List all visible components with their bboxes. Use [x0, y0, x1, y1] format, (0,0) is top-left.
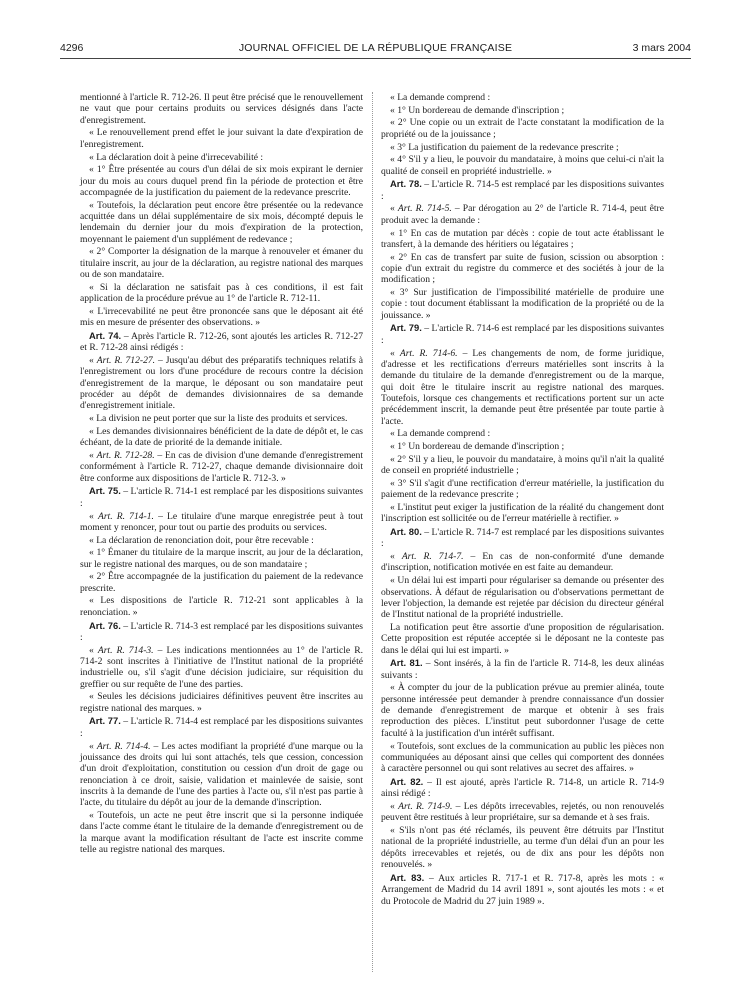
paragraph-text: « Toutefois, sont exclues de la communication au public les pièces non communiquées au déposant ainsi que celles qui comportent des données à caractère personnel ou qui sont relatives au secret des affaires. » — [381, 740, 664, 775]
paragraph-text: « 2° Une copie ou un extrait de l'acte constatant la modification de la propriété ou de la jouissance ; — [381, 117, 664, 140]
page-header — [60, 38, 691, 56]
article-number: Art. 76. — [89, 619, 121, 631]
left-column — [80, 92, 363, 857]
paragraph-text: – L'article R. 714-3 est remplacé par les dispositions suivantes : — [80, 620, 363, 643]
article-reference: Art. R. 712-28. — [96, 450, 155, 461]
article-number: Art. 81. — [390, 657, 423, 669]
article-reference: Art. R. 714-7. — [401, 551, 464, 563]
paragraph — [80, 330, 363, 354]
quote-mark: « — [390, 347, 400, 359]
paragraph-text: « 1° En cas de mutation par décès : copie de tout acte établissant le transfert, à la demande des héritiers ou légataires ; — [381, 227, 664, 250]
paragraph-text: « La déclaration de renonciation doit, pour être recevable : — [89, 534, 314, 546]
article-reference: Art. R. 714-6. — [399, 347, 458, 359]
paragraph — [80, 620, 363, 644]
paragraph — [381, 441, 664, 452]
paragraph — [80, 200, 363, 245]
article-reference: Art. R. 714-3. — [97, 644, 154, 656]
paragraph-text: « 2° En cas de transfert par suite de fusion, scission ou absorption : copie d'un extrait du registre du commerce et des sociétés à jour de la modification ; — [381, 251, 664, 286]
paragraph-text: – L'article R. 714-4 est remplacé par les dispositions suivantes : — [80, 716, 363, 739]
paragraph — [80, 413, 363, 424]
paragraph-text: « La demande comprend : — [390, 428, 491, 440]
quote-mark: « — [89, 450, 97, 461]
paragraph — [381, 252, 664, 286]
paragraph — [381, 776, 664, 800]
paragraph — [381, 825, 664, 870]
paragraph — [80, 535, 363, 546]
paragraph-text: « Toutefois, la déclaration peut encore être présentée ou la redevance acquittée dans un délai supplémentaire de six mois, décompté depuis le lendemain du dernier jour du mois d'expiration de la protection, moyennant le paiement d'un supplément de redevance ; — [80, 199, 363, 245]
paragraph-text: – Après l'article R. 712-26, sont ajoutés les articles R. 712-27 et R. 712-28 ainsi rédigés : — [80, 331, 363, 354]
paragraph — [80, 152, 363, 163]
paragraph-text: « 2° S'il y a lieu, le pouvoir du mandataire, à moins qu'il n'ait la qualité de conseil en propriété industrielle ; — [381, 453, 664, 477]
article-number: Art. 78. — [390, 178, 422, 190]
paragraph-text: – Le titulaire d'une marque enregistrée peut à tout moment y renoncer, pour tout ou partie des produits ou services. — [80, 510, 363, 533]
article-reference: Art. R. 714-1. — [97, 510, 154, 522]
quote-mark: « — [390, 203, 398, 215]
paragraph-text: – L'article R. 714-7 est remplacé par les dispositions suivantes : — [381, 527, 664, 550]
article-number: Art. 79. — [390, 322, 422, 334]
article-number: Art. 77. — [89, 715, 121, 727]
paragraph-text: « S'ils n'ont pas été réclamés, ils peuvent être détruits par l'Institut national de la propriété industrielle, au terme d'un délai d'un an pour les dépôts irrecevables et rejetés, ou de dix ans pour les dépôts non renouvelés. » — [381, 825, 664, 871]
paragraph-text: « Le renouvellement prend effet le jour suivant la date d'expiration de l'enregistrement. — [80, 127, 363, 150]
paragraph — [381, 117, 664, 140]
paragraph — [381, 526, 664, 550]
paragraph-text: « Seules les décisions judiciaires définitives peuvent être inscrites au registre national des marques. » — [80, 691, 363, 714]
paragraph-text: – L'article R. 714-6 est remplacé par les dispositions suivantes : — [381, 323, 664, 346]
paragraph-text: « 1° Émaner du titulaire de la marque inscrit, au jour de la déclaration, sur le registre national des marques, ou de son mandataire ; — [80, 547, 363, 570]
paragraph — [381, 105, 664, 116]
quote-mark: « — [390, 801, 399, 813]
paragraph — [80, 306, 363, 329]
article-reference: Art. R. 714-4. — [96, 740, 151, 752]
article-number: Art. 80. — [390, 526, 422, 538]
paragraph-text: « La déclaration doit à peine d'irrecevabilité : — [89, 151, 264, 163]
paragraph-text: « Les demandes divisionnaires bénéficient de la date de dépôt et, le cas échéant, de la date de priorité de la demande initiale. — [80, 425, 363, 449]
journal-title: JOURNAL OFFICIEL DE LA RÉPUBLIQUE FRANÇAISE — [238, 42, 513, 54]
quote-mark: « — [89, 510, 98, 522]
paragraph — [80, 511, 363, 534]
paragraph-text: – Sont insérés, à la fin de l'article R. 714-8, les deux alinéas suivants : — [381, 658, 664, 681]
paragraph — [80, 715, 363, 739]
paragraph — [80, 426, 363, 449]
paragraph — [381, 322, 664, 346]
article-number: Art. 74. — [89, 330, 122, 341]
paragraph — [80, 485, 363, 509]
header-rule — [60, 58, 691, 59]
paragraph-text: – Aux articles R. 717-1 et R. 717-8, après les mots : « Arrangement de Madrid du 14 avril 1891 », sont ajoutés les mots : « et du Protocole de Madrid du 27 juin 1989 ». — [381, 872, 664, 907]
paragraph-text: « La demande comprend : — [390, 92, 491, 103]
paragraph-text: « L'institut peut exiger la justification de la réalité du changement dont l'inscription est sollicitée ou de l'erreur matérielle à rectifier. » — [381, 501, 664, 525]
paragraph — [381, 142, 664, 153]
paragraph-text: « 1° Un bordereau de demande d'inscription ; — [390, 104, 565, 116]
paragraph-text: – Les changements de nom, de forme juridique, d'adresse et les rectifications d'erreurs matérielles sont inscrits à la demande du titulaire de la demande d'enregistrement ou de la marque, qui doit être le titulaire inscrit au registre national des marques. Toutefois, lorsque ces changements et rectifications portent sur un acte précédemment inscrit, la demande peut être présentée par toute partie à l'acte. — [381, 347, 664, 427]
paragraph-text: – Les dépôts irrecevables, rejetés, ou non renouvelés peuvent être restitués à leur propriétaire, sur sa demande et à ses frais. — [381, 801, 664, 824]
paragraph-text: « Un délai lui est imparti pour régulariser sa demande ou présenter des observations. À défaut de régularisation ou d'observations permettant de lever l'objection, la demande est rejetée par décision du directeur général de l'Institut national de la propriété industrielle. — [381, 575, 664, 621]
paragraph — [80, 355, 363, 412]
paragraph-text: – Jusqu'au début des préparatifs techniques relatifs à l'enregistrement ou lors d'une procédure de recours contre la décision d'enregistrement de la marque, le déposant ou son mandataire peut procéder au dépôt de demandes divisionnaires de sa demande d'enregistrement initiale. — [80, 355, 363, 412]
article-number: Art. 82. — [390, 775, 424, 787]
right-column — [381, 92, 664, 908]
paragraph — [381, 502, 664, 525]
article-reference: Art. R. 714-5. — [397, 203, 452, 215]
paragraph — [80, 127, 363, 150]
paragraph — [381, 203, 664, 226]
paragraph-text: « À compter du jour de la publication prévue au premier alinéa, toute personne intéressée peut demander à prendre connaissance d'un dossier de demande d'enregistrement de marque et obtenir à ses frais reproduction des pièces. L'institut peut subordonner l'usage de cette faculté à la justification d'un intérêt suffisant. — [381, 682, 664, 739]
paragraph — [80, 691, 363, 714]
paragraph-text: « 1° Être présentée au cours d'un délai de six mois expirant le dernier jour du mois au cours duquel prend fin la période de protection et être accompagnée de la justification du paiement de la redevance prescrite. — [80, 164, 363, 198]
paragraph — [381, 801, 664, 824]
paragraph — [381, 428, 664, 439]
paragraph — [381, 575, 664, 620]
paragraph — [381, 228, 664, 251]
paragraph — [80, 92, 363, 126]
paragraph-text: « Si la déclaration ne satisfait pas à ces conditions, il est fait application de la procédure prévue au 1° de l'article R. 712-11. — [80, 281, 363, 305]
paragraph — [80, 547, 363, 570]
paragraph — [381, 682, 664, 739]
paragraph-text: « 4° S'il y a lieu, le pouvoir du mandataire, à moins que celui-ci n'ait la qualité de conseil en propriété industrielle. » — [381, 154, 664, 177]
paragraph — [80, 164, 363, 198]
paragraph-text: – Il est ajouté, après l'article R. 714-8, un article R. 714-9 ainsi rédigé : — [381, 776, 664, 800]
paragraph — [80, 246, 363, 280]
column-divider — [372, 92, 373, 972]
paragraph-text: – En cas de division d'une demande d'enregistrement conformément à l'article R. 712-27, chaque demande divisionnaire doit être conforme aux dispositions de l'article R. 712-3. » — [80, 450, 364, 484]
paragraph-text: « L'irrecevabilité ne peut être prononcée sans que le déposant ait été mis en mesure de présenter des observations. » — [80, 305, 363, 329]
paragraph-text: – En cas de non-conformité d'une demande d'inscription, notification motivée en est faite au demandeur. — [381, 551, 665, 574]
paragraph-text: La notification peut être assortie d'une proposition de régularisation. Cette proposition est réputée acceptée si le déposant ne la conteste pas dans le délai qui lui est imparti. » — [381, 621, 664, 656]
paragraph-text: – Par dérogation au 2° de l'article R. 714-4, peut être produit avec la demande : — [381, 203, 664, 226]
paragraph — [381, 622, 664, 656]
article-reference: Art. R. 712-27. — [96, 355, 156, 367]
paragraph — [381, 478, 664, 501]
paragraph — [80, 571, 363, 594]
paragraph — [381, 92, 664, 103]
issue-date: 3 mars 2004 — [632, 42, 691, 54]
quote-mark: « — [89, 740, 97, 752]
paragraph-text: – L'article R. 714-5 est remplacé par les dispositions suivantes : — [381, 179, 664, 202]
paragraph-text: « La division ne peut porter que sur la liste des produits et services. — [89, 413, 348, 425]
paragraph — [381, 657, 664, 681]
quote-mark: « — [390, 551, 402, 563]
article-reference: Art. R. 714-9. — [398, 801, 453, 813]
paragraph-text: « 3° S'il s'agit d'une rectification d'erreur matérielle, la justification du paiement de la redevance prescrite ; — [381, 477, 664, 501]
page-number: 4296 — [60, 42, 84, 54]
paragraph — [80, 595, 363, 618]
paragraph-text: « Les dispositions de l'article R. 712-21 sont applicables à la renonciation. » — [80, 595, 363, 618]
paragraph-text: « 1° Un bordereau de demande d'inscription ; — [390, 441, 565, 453]
paragraph — [80, 450, 363, 484]
paragraph-text: « 2° Être accompagnée de la justification du paiement de la redevance prescrite. — [80, 571, 363, 594]
paragraph — [381, 454, 664, 477]
paragraph-text: – L'article R. 714-1 est remplacé par les dispositions suivantes : — [80, 486, 363, 509]
paragraph — [80, 810, 363, 855]
article-number: Art. 75. — [89, 485, 121, 497]
paragraph — [381, 741, 664, 775]
paragraph — [381, 287, 664, 321]
paragraph-text: mentionné à l'article R. 712-26. Il peut être précisé que le renouvellement ne vaut que pour certains produits ou services désignés dans l'acte d'enregistrement. — [80, 92, 363, 126]
paragraph — [80, 645, 363, 690]
paragraph-text: « 2° Comporter la désignation de la marque à renouveler et émaner du titulaire inscrit, au jour de la déclaration, au registre national des marques ou de son mandataire. — [80, 246, 363, 281]
paragraph-text: « 3° La justification du paiement de la redevance prescrite ; — [390, 141, 619, 153]
paragraph-text: « 3° Sur justification de l'impossibilité matérielle de produire une copie : tout document établissant la modification de la propriété ou de la jouissance. » — [381, 287, 664, 321]
paragraph-text: « Toutefois, un acte ne peut être inscrit que si la personne indiquée dans l'acte comme étant le titulaire de la demande d'enregistrement ou de la marque avant la modification résultant de l'acte est inscrite comme telle au registre national des marques. — [80, 810, 363, 856]
quote-mark: « — [89, 644, 98, 656]
article-number: Art. 83. — [390, 871, 425, 883]
paragraph-text: – Les indications mentionnées au 1° de l'article R. 714-2 sont inscrites à l'initiative de l'Institut national de la propriété industrielle ou, s'il s'agit d'une décision judiciaire, sur réquisition du greffier ou sur requête de l'une des parties. — [80, 644, 363, 690]
paragraph-text: – Les actes modifiant la propriété d'une marque ou la jouissance des droits qui lui sont attachés, tels que cession, concession d'un droit d'exploitation, constitution ou cession d'un droit de gage ou renonciation à ce droit, saisie, validation et mainlevée de saisie, sont inscrits à la demande de l'une des parties à l'acte ou, s'il n'est pas partie à l'acte, du titulaire du dépôt au jour de la demande d'inscription. — [80, 740, 363, 809]
paragraph — [381, 872, 664, 907]
paragraph — [381, 178, 664, 202]
paragraph — [381, 551, 664, 574]
paragraph — [80, 282, 363, 305]
quote-mark: « — [89, 355, 97, 367]
paragraph — [80, 741, 363, 809]
paragraph — [381, 154, 664, 177]
paragraph — [381, 348, 664, 427]
